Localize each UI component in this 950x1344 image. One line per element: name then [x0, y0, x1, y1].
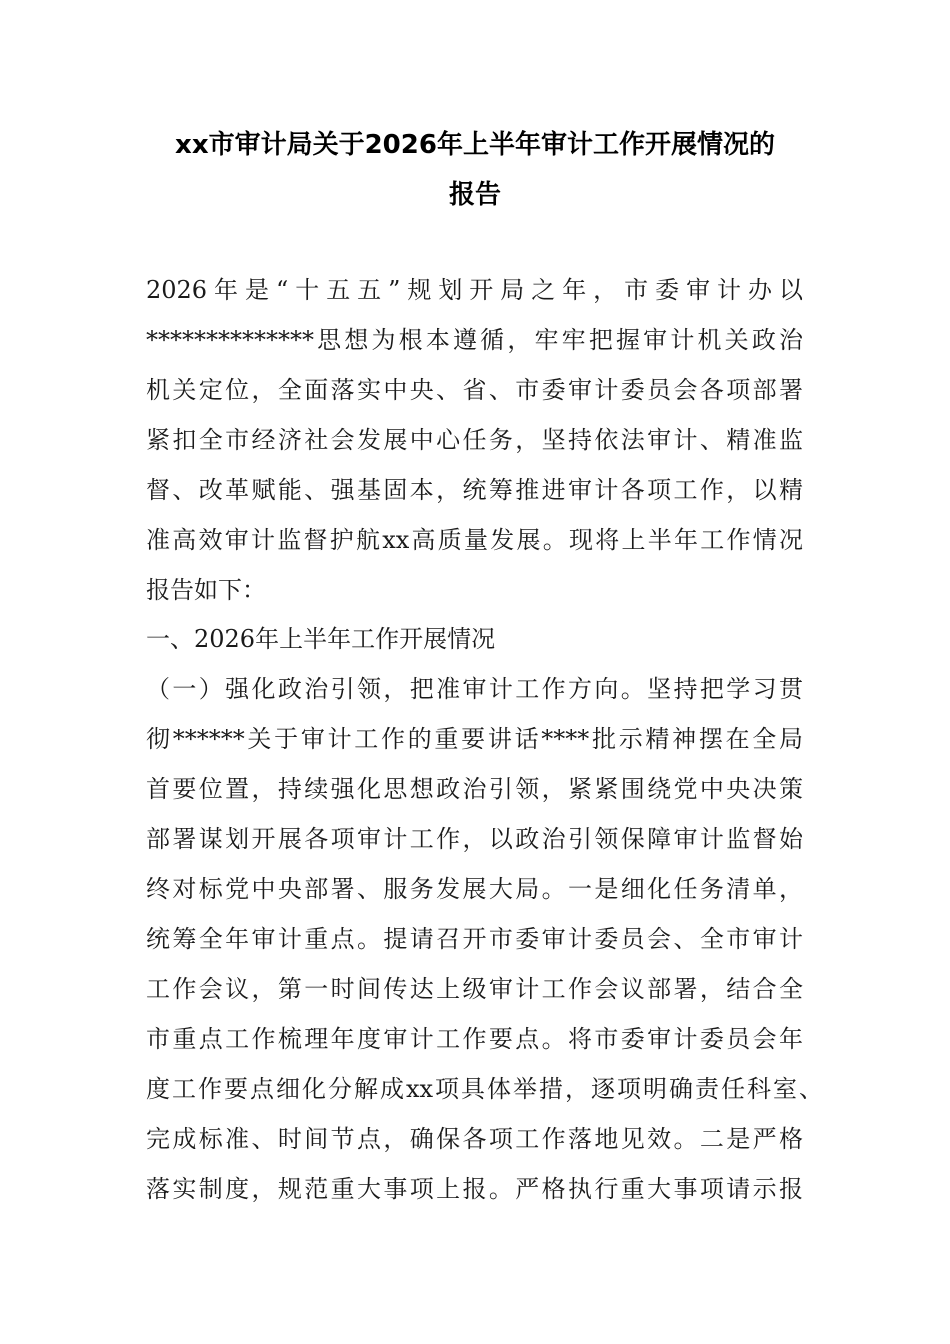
document-title-line-2: 报告 [448, 180, 501, 210]
body-line: 2026年是“十五五”规划开局之年，市委审计办以 [146, 276, 803, 304]
body-line: 报告如下： [146, 576, 266, 604]
body-line: 落实制度，规范重大事项上报。严格执行重大事项请示报 [146, 1175, 803, 1203]
body-line: **************思想为根本遵循，牢牢把握审计机关政治 [146, 326, 803, 354]
body-line: 市重点工作梳理年度审计工作要点。将市委审计委员会年 [146, 1025, 803, 1053]
section-heading: 一、2026年上半年工作开展情况 [146, 625, 496, 653]
body-line: 督、改革赋能、强基固本，统筹推进审计各项工作，以精 [146, 476, 803, 504]
body-line: 终对标党中央部署、服务发展大局。一是细化任务清单， [146, 875, 803, 903]
body-line: 统筹全年审计重点。提请召开市委审计委员会、全市审计 [146, 925, 803, 953]
document-title-line-1: xx市审计局关于2026年上半年审计工作开展情况的 [175, 130, 775, 160]
body-line: 首要位置，持续强化思想政治引领，紧紧围绕党中央决策 [146, 775, 803, 803]
body-line: 度工作要点细化分解成xx项具体举措，逐项明确责任科室、 [146, 1075, 823, 1103]
body-line: 紧扣全市经济社会发展中心任务，坚持依法审计、精准监 [146, 426, 803, 454]
body-line: 完成标准、时间节点，确保各项工作落地见效。二是严格 [146, 1125, 803, 1153]
body-line: 彻******关于审计工作的重要讲话****批示精神摆在全局 [146, 725, 803, 753]
body-line: 工作会议，第一时间传达上级审计工作会议部署，结合全 [146, 975, 803, 1003]
subsection-heading-line: （一）强化政治引领，把准审计工作方向。坚持把学习贯 [146, 675, 803, 703]
body-line: 部署谋划开展各项审计工作，以政治引领保障审计监督始 [146, 825, 803, 853]
body-line: 准高效审计监督护航xx高质量发展。现将上半年工作情况 [146, 526, 803, 554]
body-line: 机关定位，全面落实中央、省、市委审计委员会各项部署 [146, 376, 803, 404]
